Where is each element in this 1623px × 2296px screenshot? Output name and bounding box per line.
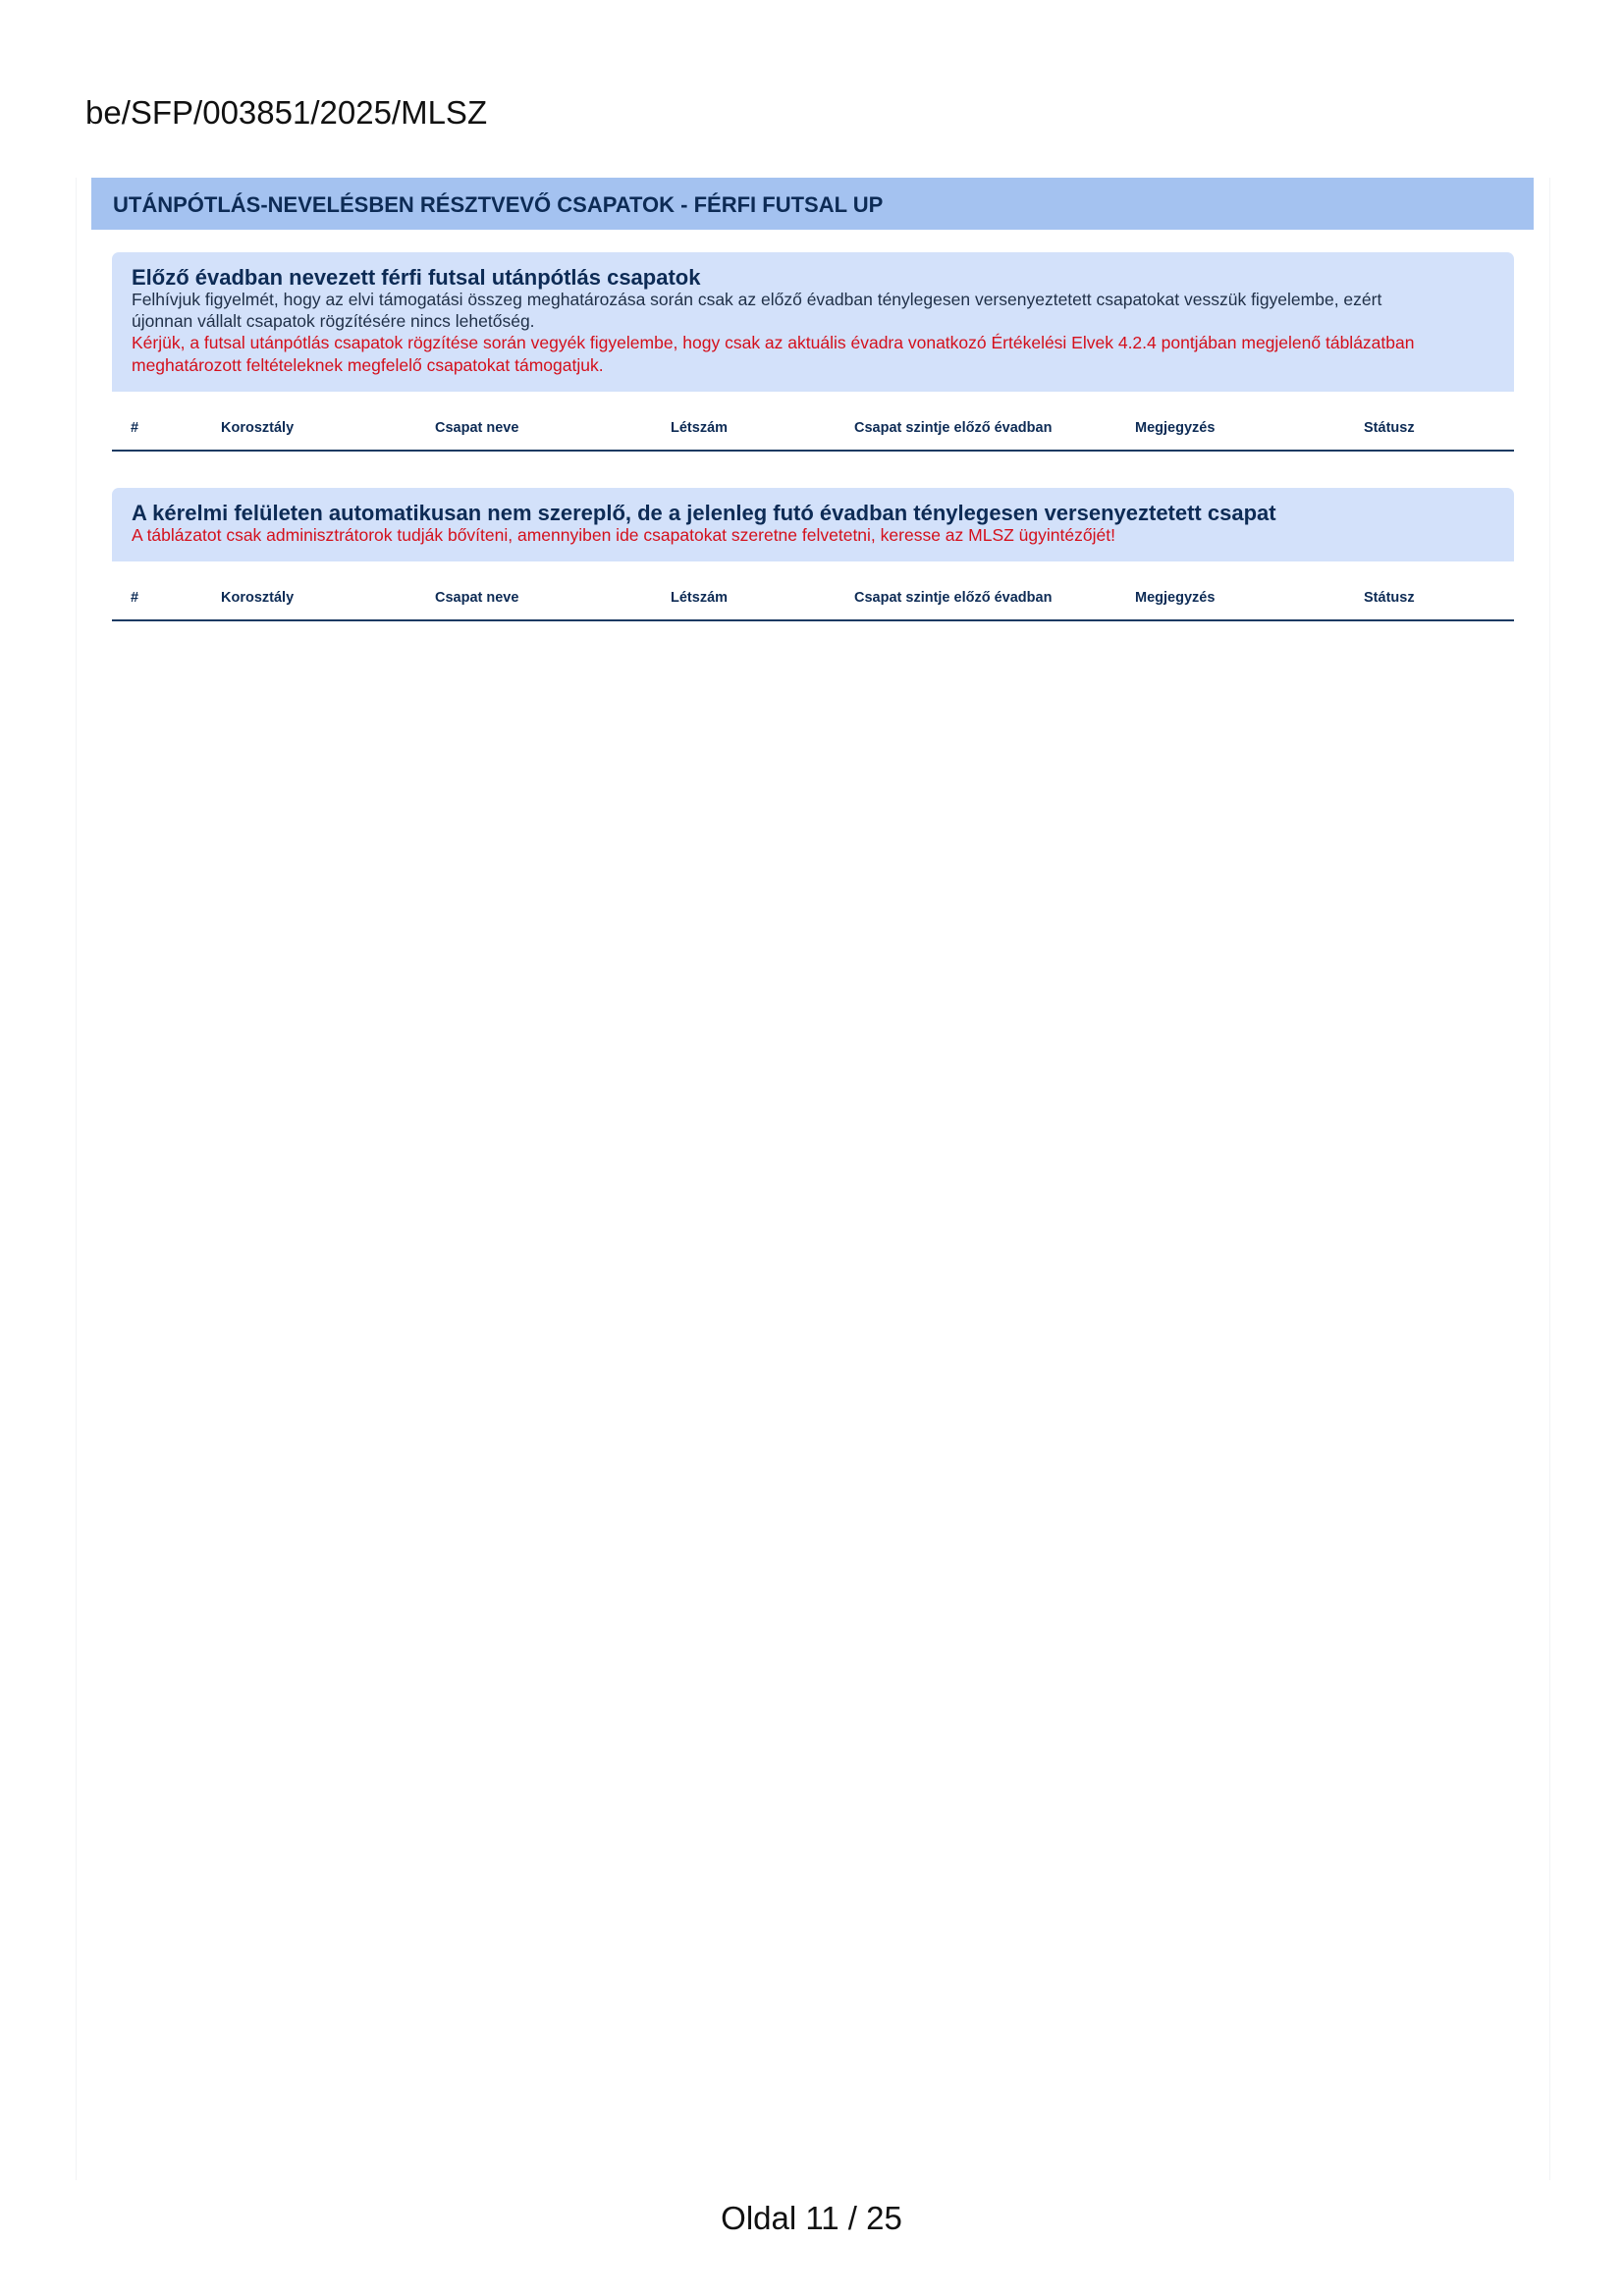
document-reference: be/SFP/003851/2025/MLSZ — [85, 94, 488, 131]
column-header-number: # — [131, 590, 139, 606]
column-header-age-group: Korosztály — [221, 420, 295, 436]
page-number: Oldal 11 / 25 — [721, 2200, 902, 2236]
column-header-headcount: Létszám — [671, 590, 729, 606]
column-header-status: Státusz — [1364, 420, 1415, 436]
previous-season-warning-line2: meghatározott feltételeknek megfelelő csapatokat támogatjuk. — [132, 354, 604, 375]
current-season-table-header — [112, 590, 1514, 621]
previous-season-table-header — [112, 420, 1514, 452]
column-header-previous-level: Csapat szintje előző évadban — [854, 590, 1053, 606]
previous-season-notice-line2: újonnan vállalt csapatok rögzítésére nincs lehetőség. — [132, 310, 535, 331]
previous-season-warning-line1: Kérjük, a futsal utánpótlás csapatok rögzítése során vegyék figyelembe, hogy csak az aktuális évadra vonatkozó Értékelési Elvek 4.2.4 pontjában megjelenő táblázatban — [132, 333, 1415, 352]
column-header-age-group: Korosztály — [221, 590, 295, 606]
column-header-team-name: Csapat neve — [435, 590, 519, 606]
previous-season-notice-line1: Felhívjuk figyelmét, hogy az elvi támogatási összeg meghatározása során csak az előző évadban ténylegesen versenyeztetett csapatokat vesszük figyelembe, ezért — [132, 290, 1382, 309]
current-season-warning: A táblázatot csak adminisztrátorok tudják bővíteni, amennyiben ide csapatokat szeretne felvetetni, keresse az MLSZ ügyintézőjét! — [132, 525, 1115, 545]
column-header-status: Státusz — [1364, 590, 1415, 606]
column-header-team-name: Csapat neve — [435, 420, 519, 436]
section-title: UTÁNPÓTLÁS-NEVELÉSBEN RÉSZTVEVŐ CSAPATOK - FÉRFI FUTSAL UP — [91, 178, 1534, 230]
previous-season-info-box — [112, 252, 1514, 392]
column-header-headcount: Létszám — [671, 420, 729, 436]
current-season-title: A kérelmi felületen automatikusan nem szereplő, de a jelenleg futó évadban ténylegesen versenyeztetett csapat — [132, 501, 1276, 525]
current-season-info-box — [112, 488, 1514, 561]
content-panel — [76, 178, 1550, 2180]
column-header-number: # — [131, 420, 139, 436]
previous-season-title: Előző évadban nevezett férfi futsal utánpótlás csapatok — [132, 265, 701, 290]
column-header-note: Megjegyzés — [1135, 420, 1216, 436]
column-header-previous-level: Csapat szintje előző évadban — [854, 420, 1053, 436]
column-header-note: Megjegyzés — [1135, 590, 1216, 606]
